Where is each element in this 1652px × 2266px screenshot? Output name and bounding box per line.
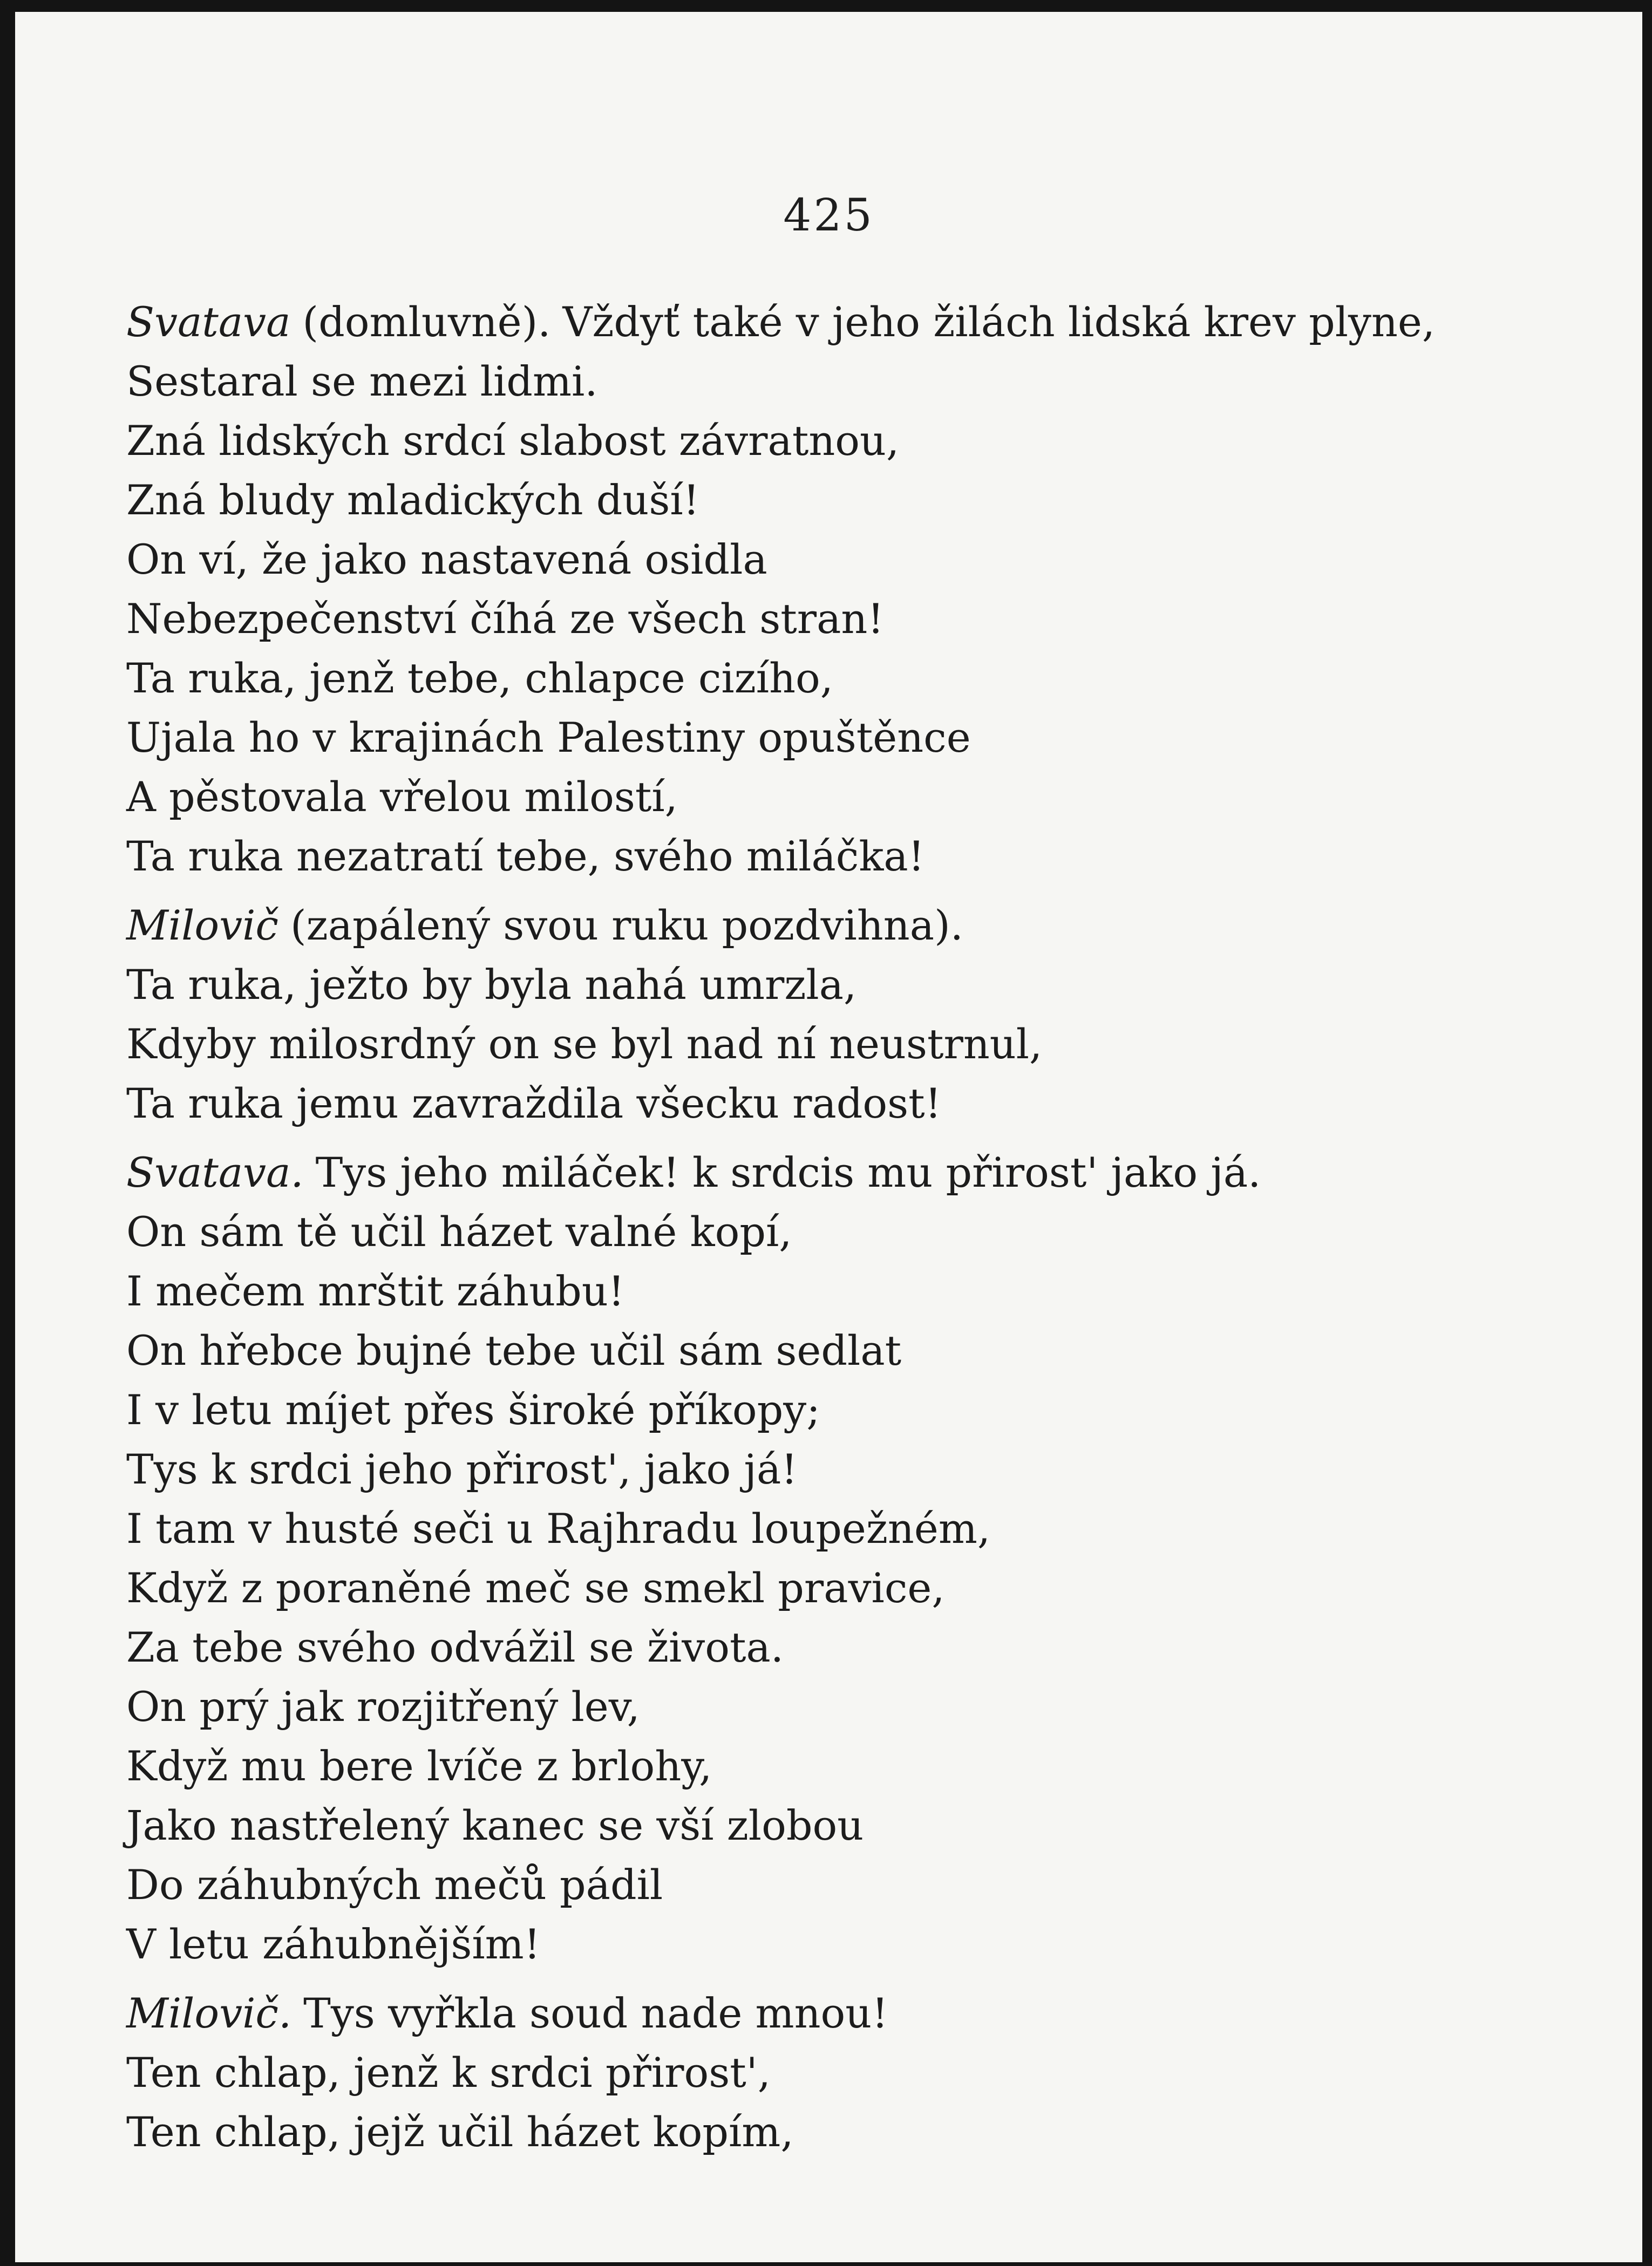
stage-direction: (zapálený svou ruku pozdvihna). bbox=[290, 901, 963, 949]
speech-svatava-2 bbox=[126, 1143, 1583, 1974]
speech-milovic-2 bbox=[126, 1984, 1583, 2162]
verse-line: Tys k srdci jeho přirost', jako já! bbox=[126, 1445, 798, 1493]
verse-line: V letu záhubnějším! bbox=[126, 1920, 541, 1968]
speaker-name: Svatava bbox=[126, 298, 291, 346]
verse-line bbox=[126, 896, 1583, 955]
speech-milovic-1 bbox=[126, 896, 1583, 1133]
verse-line: Když z poraněné meč se smekl pravice, bbox=[126, 1564, 945, 1612]
verse-line: Do záhubných mečů pádil bbox=[126, 1861, 663, 1909]
stage-direction: (domluvně). bbox=[302, 298, 551, 346]
speaker-name: Svatava. bbox=[126, 1148, 304, 1196]
verse-line: On ví, že jako nastavená osidla bbox=[126, 535, 767, 583]
speaker-name: Milovič bbox=[126, 901, 278, 949]
page-number: 425 bbox=[783, 190, 874, 241]
verse-line: Ta ruka jemu zavraždila všecku radost! bbox=[126, 1079, 942, 1127]
speech-svatava-1 bbox=[126, 292, 1583, 886]
verse-line: Ten chlap, jenž k srdci přirost', bbox=[126, 2049, 771, 2097]
verse-line: Když mu bere lvíče z brlohy, bbox=[126, 1742, 712, 1790]
verse-line: Za tebe svého odvážil se života. bbox=[126, 1623, 784, 1671]
verse-line: Jako nastřelený kanec se vší zlobou bbox=[126, 1801, 864, 1849]
verse-line: On sám tě učil házet valné kopí, bbox=[126, 1208, 792, 1256]
verse-line: I mečem mrštit záhubu! bbox=[126, 1267, 625, 1315]
verse-line: I v letu míjet přes široké příkopy; bbox=[126, 1386, 820, 1434]
verse-line: Kdyby milosrdný on se byl nad ní neustrnul, bbox=[126, 1020, 1043, 1068]
verse-line: On hřebce bujné tebe učil sám sedlat bbox=[126, 1326, 902, 1374]
verse-line: Ta ruka, ježto by byla nahá umrzla, bbox=[126, 961, 857, 1009]
verse-line: Sestaral se mezi lidmi. bbox=[126, 357, 598, 405]
verse-line: On prý jak rozjitřený lev, bbox=[126, 1683, 640, 1731]
verse-line: Ujala ho v krajinách Palestiny opuštěnce bbox=[126, 713, 971, 761]
verse-line: Nebezpečenství číhá ze všech stran! bbox=[126, 595, 884, 643]
verse-text: Tys vyřkla soud nade mnou! bbox=[303, 1989, 888, 2037]
verse-line bbox=[126, 1984, 1583, 2043]
verse-line bbox=[126, 292, 1583, 352]
verse-line bbox=[126, 1143, 1583, 1202]
verse-line: Ten chlap, jejž učil házet kopím, bbox=[126, 2108, 794, 2156]
verse-line: Ta ruka nezatratí tebe, svého miláčka! bbox=[126, 832, 925, 880]
speaker-name: Milovič. bbox=[126, 1989, 292, 2037]
verse-line: A pěstovala vřelou milostí, bbox=[126, 773, 678, 821]
verse-text: Tys jeho miláček! k srdcis mu přirost' jako já. bbox=[315, 1148, 1261, 1196]
verse-line: Zná bludy mladických duší! bbox=[126, 476, 700, 524]
book-page bbox=[15, 12, 1642, 2262]
verse-line: I tam v husté seči u Rajhradu loupežném, bbox=[126, 1505, 991, 1553]
verse-line: Zná lidských srdcí slabost závratnou, bbox=[126, 417, 900, 465]
verse-line: Ta ruka, jenž tebe, chlapce cizího, bbox=[126, 654, 833, 702]
text-block bbox=[126, 292, 1583, 2172]
verse-text: Vždyť také v jeho žilách lidská krev plyne, bbox=[562, 298, 1436, 346]
